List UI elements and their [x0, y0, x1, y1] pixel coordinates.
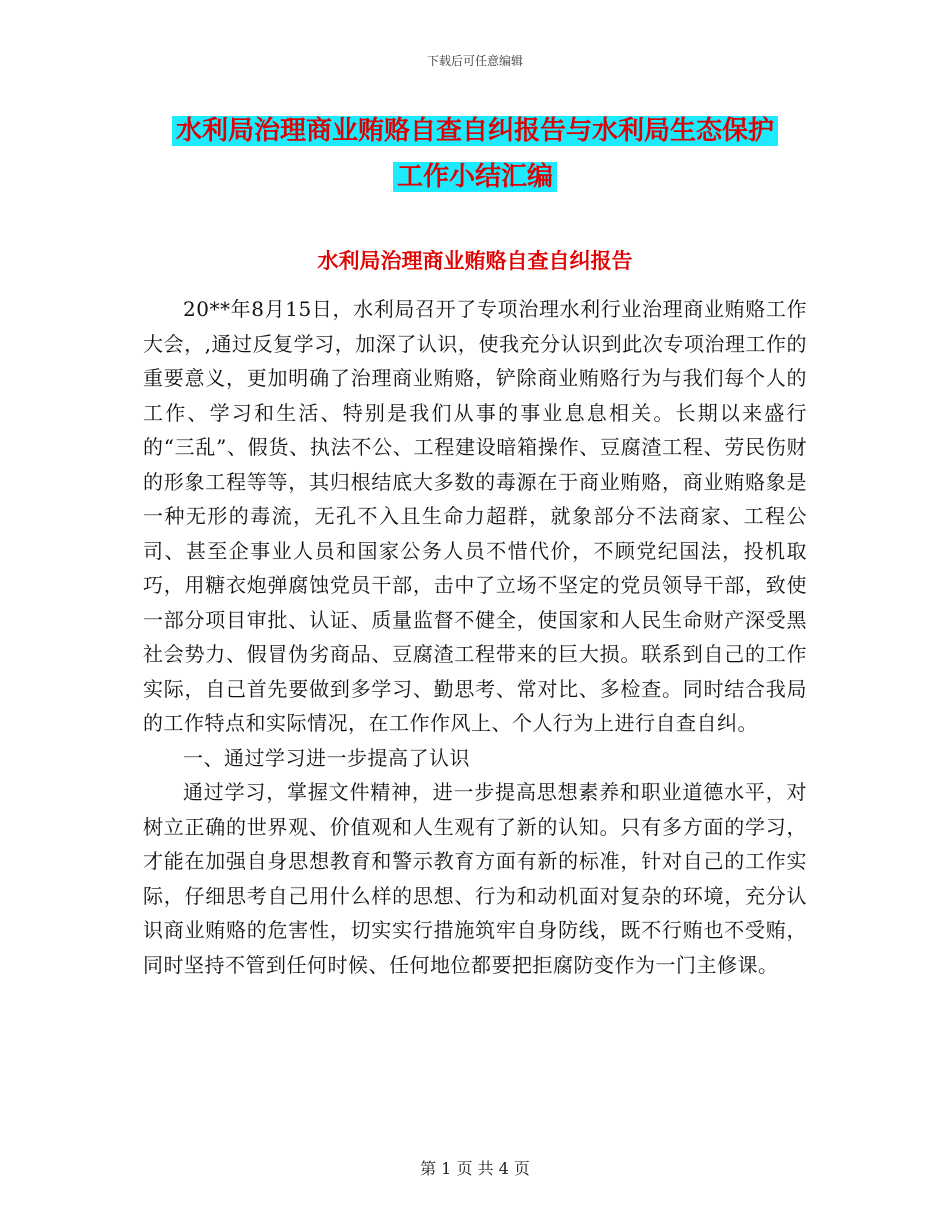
document-title — [0, 108, 950, 200]
section-heading-1: 一、通过学习进一步提高了认识 — [183, 745, 470, 770]
document-body — [143, 292, 807, 982]
document-title-line-1: 水利局治理商业贿赂自查自纠报告与水利局生态保护 — [172, 116, 778, 146]
document-title-line-2: 工作小结汇编 — [393, 162, 557, 192]
page-number: 第 1 页 共 4 页 — [420, 1159, 530, 1178]
paragraph-intro: 20**年8月15日，水利局召开了专项治理水利行业治理商业贿赂工作大会，,通过反复学习，加深了认识，使我充分认识到此次专项治理工作的重要意义，更加明确了治理商业贿赂，铲除商业贿赂行为与我们每个人的工作、学习和生活、特别是我们从事的事业息息相关。长期以来盛行的“三乱”、假货、执法不公、工程建设暗箱操作、豆腐渣工程、劳民伤财的形象工程等等，其归根结底大多数的毒源在于商业贿赂，商业贿赂象是一种无形的毒流，无孔不入且生命力超群，就象部分不法商家、工程公司、甚至企事业人员和国家公务人员不惜代价，不顾党纪国法，投机取巧，用糖衣炮弹腐蚀党员干部，击中了立场不坚定的党员领导干部，致使一部分项目审批、认证、质量监督不健全，使国家和人民生命财产深受黑社会势力、假冒伪劣商品、豆腐渣工程带来的巨大损。联系到自己的工作实际，自己首先要做到多学习、勤思考、常对比、多检查。同时结合我局的工作特点和实际情况，在工作作风上、个人行为上进行自查自纠。 — [143, 297, 807, 735]
paragraph-study: 通过学习，掌握文件精神，进一步提高思想素养和职业道德水平，对树立正确的世界观、价值观和人生观有了新的认知。只有多方面的学习，才能在加强自身思想教育和警示教育方面有新的标准，针对自己的工作实际，仔细思考自己用什么样的思想、行为和动机面对复杂的环境，充分认识商业贿赂的危害性，切实实行措施筑牢自身防线，既不行贿也不受贿，同时坚持不管到任何时候、任何地位都要把拒腐防变作为一门主修课。 — [143, 780, 807, 977]
section-title: 水利局治理商业贿赂自查自纠报告 — [317, 249, 633, 273]
header-note: 下载后可任意编辑 — [426, 54, 523, 68]
